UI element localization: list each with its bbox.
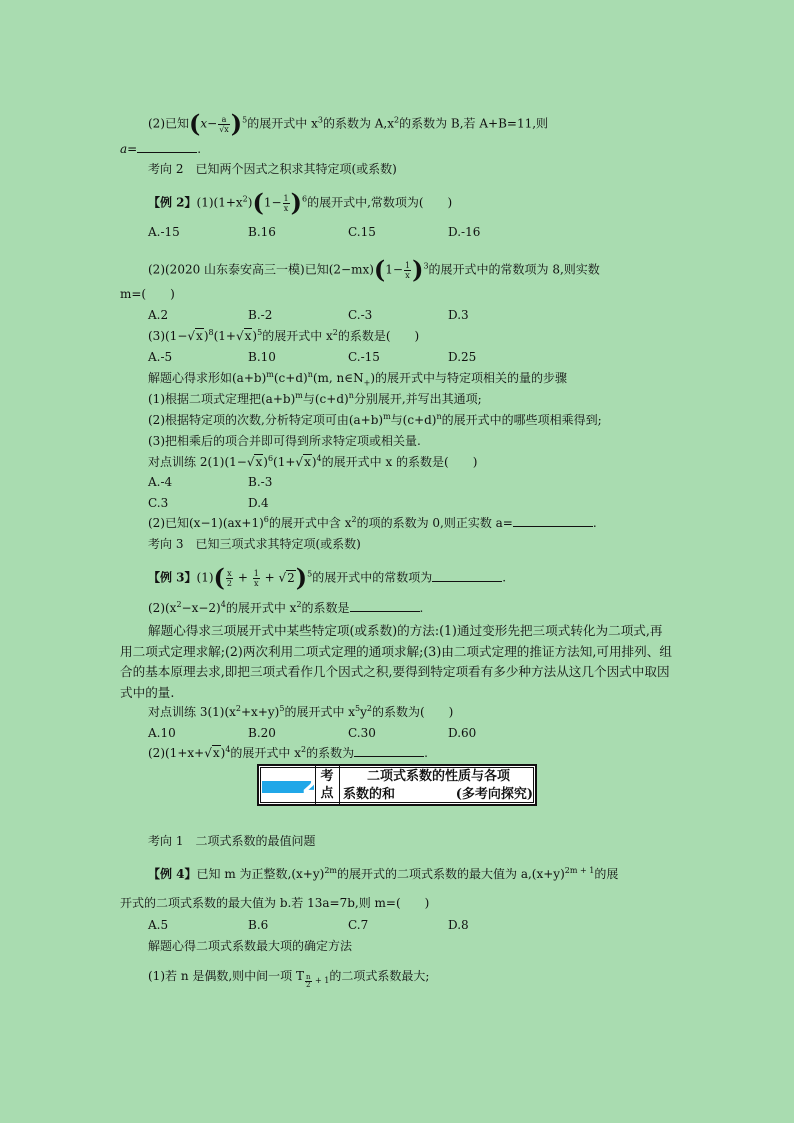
training-2-options-1: A.-4 B.-3 bbox=[148, 475, 273, 489]
example-2-3-line: $(3)(1-√x)^8(1+√x)^5$的展开式中 $x^2$的系数是( ) bbox=[148, 328, 420, 343]
section-number: 2 bbox=[302, 774, 318, 799]
kaoxiang-1-heading: 考向 1 二项式系数的最值问题 bbox=[148, 834, 316, 848]
example-4-line2: 开式的二项式系数的最大值为 b.若 13a=7b,则 m=( ) bbox=[120, 896, 430, 910]
section-tag: (多考向探究) bbox=[455, 787, 533, 802]
tip-1-step2: (2)根据特定项的次数,分析特定项可由$(a+b)^m$与$(c+d)^n$的展开式中的哪些项相乘得到; bbox=[148, 412, 602, 427]
tip-3-heading: 解题心得二项式系数最大项的确定方法 bbox=[148, 939, 353, 953]
example-3-2-line: $(2)(x^2-x-2)^4$的展开式中 $x^2$的系数是 . bbox=[148, 600, 424, 615]
answer-blank bbox=[350, 600, 420, 612]
example-2-3-options: A.-5 B.10 C.-15 D.25 bbox=[148, 350, 477, 364]
fraction: $\frac{1}{x}$ bbox=[283, 193, 289, 213]
example-3-line: 【例 3】(1)( $\frac{x}{2}$ + $\frac{1}{x}$ + √2)$^5$的展开式中的常数项为 . bbox=[148, 563, 507, 592]
kaoxiang-3-heading: 考向 3 已知三项式求其特定项(或系数) bbox=[148, 537, 361, 551]
question-2-line2: a= . bbox=[120, 142, 202, 156]
tip-1-step1: (1)根据二项式定理把$(a+b)^m$与$(c+d)^n$分别展开,并写出其通项; bbox=[148, 391, 482, 406]
training-3-2-line: $(2)(1+x+√x)^4$的展开式中 $x^2$的系数为 . bbox=[148, 745, 428, 760]
tip-3-item1: (1)若 n 是偶数,则中间一项 T $_{\frac{n}{2} + 1}$的二项式系数最大; bbox=[148, 969, 430, 989]
answer-blank bbox=[513, 515, 593, 527]
training-3-options: A.10 B.20 C.30 D.60 bbox=[148, 726, 477, 740]
answer-blank bbox=[432, 570, 502, 582]
example-2-2-line2: m=( ) bbox=[120, 287, 175, 301]
section-title-line1: 二项式系数的性质与各项 bbox=[367, 769, 511, 784]
training-2-2-line: (2)已知$(x-1)(ax+1)^6$的展开式中含 $x^2$的项的系数为 0,则正实数 a= . bbox=[148, 515, 597, 530]
kaoxiang-2-heading: 考向 2 已知两个因式之积求其特定项(或系数) bbox=[148, 162, 397, 176]
example-2-2-options: A.2 B.-2 C.-3 D.3 bbox=[148, 308, 469, 322]
section-title-line2: 系数的和 (多考向探究) bbox=[343, 787, 533, 802]
example-2-2-line: (2)(2020 山东泰安高三一模)已知(2−mx)(1− $\frac{1}{x}$ )$^3$的展开式中的常数项为 8,则实数 bbox=[148, 255, 600, 284]
fraction: $\frac{a}{√x}$ bbox=[219, 114, 229, 134]
example-2-line: 【例 2】$(1)(1+x^2)(1-$ $\frac{1}{x}$ )$^6$的展开式中,常数项为( ) bbox=[148, 188, 453, 217]
tip-1-heading: 解题心得求形如$(a+b)^m(c+d)^n(m$, $n\in N_+$)的展开式中与特定项相关的量的步骤 bbox=[148, 370, 568, 388]
answer-blank bbox=[354, 745, 424, 757]
fraction: $\frac{1}{x}$ bbox=[404, 260, 411, 280]
kaodian-label: 考点 bbox=[320, 769, 334, 801]
training-3-line: 对点训练 $3(1)(x^2+x+y)^5$的展开式中 $x^5y^2$的系数为( ) bbox=[148, 704, 454, 719]
fraction: $\frac{1}{x}$ bbox=[253, 568, 259, 588]
question-2-line1: (2)已知(x− $\frac{a}{√x}$ )$^5$的展开式中 $x^3$的系数为 $A,x^2$的系数为 B,若 A+B=11,则 bbox=[148, 109, 549, 138]
training-2-options-2: C.3 D.4 bbox=[148, 496, 269, 510]
example-4-options: A.5 B.6 C.7 D.8 bbox=[148, 918, 469, 932]
fraction: $\frac{x}{2}$ bbox=[226, 568, 232, 588]
section-heading-box bbox=[257, 764, 537, 806]
example-4-line1: 【例 4】已知 m 为正整数$,(x+y)^{2m}$的展开式的二项式系数的最大值为 $a,(x+y)^{2m + 1}$的展 bbox=[148, 866, 619, 881]
example-2-options: A.-15 B.16 C.15 D.-16 bbox=[148, 225, 481, 239]
tip-2-paragraph: 解题心得求三项展开式中某些特定项(或系数)的方法:(1)通过变形先把三项式转化为二项式,再用二项式定理求解;(2)两次利用二项式定理的通项求解;(3)由二项式定理的推证方法知,可用排列、组合的基本原理去求,即把三项式看作几个因式之积,要得到特定项看有多少种方法从这几个因式中取因式中的量. bbox=[120, 623, 672, 700]
tip-1-step3: (3)把相乘后的项合并即可得到所求特定项或相关量. bbox=[148, 434, 421, 448]
answer-blank bbox=[137, 141, 197, 153]
training-2-line: 对点训练 $2(1)(1-√x)^6(1+√x)^4$的展开式中 x 的系数是( ) bbox=[148, 454, 478, 469]
